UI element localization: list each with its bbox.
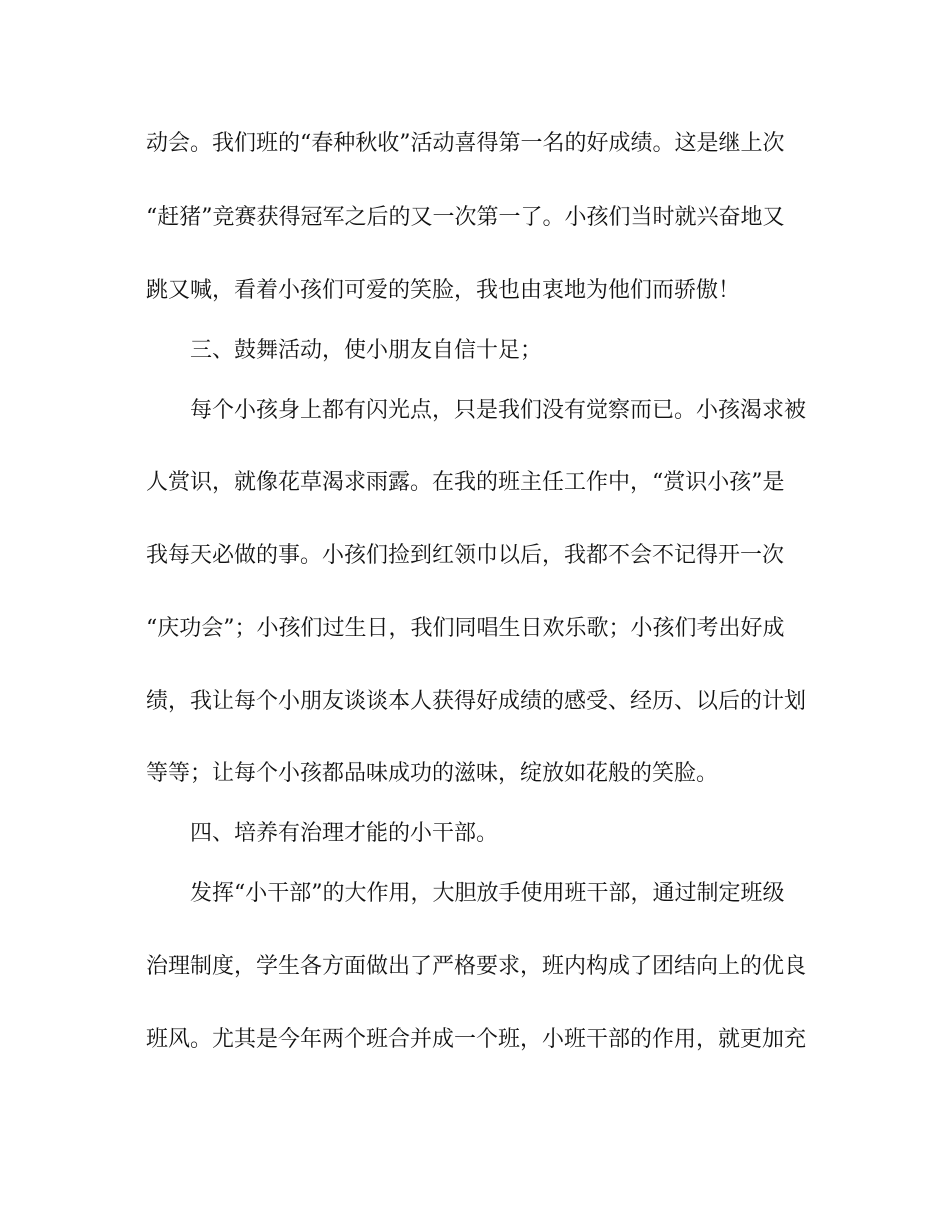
text-line: 每个小孩身上都有闪光点，只是我们没有觉察而已。小孩渴求被 (190, 398, 806, 423)
text-line: 绩，我让每个小朋友谈谈本人获得好成绩的感受、经历、以后的计划 (146, 689, 806, 714)
text-line: 人赏识，就像花草渴求雨露。在我的班主任工作中，“赏识小孩”是 (146, 470, 785, 495)
text-line: 等等；让每个小孩都品味成功的滋味，绽放如花般的笑脸。 (146, 761, 719, 786)
text-line: “赶猪”竞赛获得冠军之后的又一次第一了。小孩们当时就兴奋地又 (146, 205, 785, 230)
text-line: 治理制度，学生各方面做出了严格要求，班内构成了团结向上的优良 (146, 954, 806, 979)
text-line: 班风。尤其是今年两个班合并成一个班，小班干部的作用，就更加充 (146, 1027, 806, 1052)
text-line: 发挥“小干部”的大作用，大胆放手使用班干部，通过制定班级 (190, 881, 785, 906)
section-heading: 四、培养有治理才能的小干部。 (190, 821, 499, 846)
text-line: 动会。我们班的“春种秋收”活动喜得第一名的好成绩。这是继上次 (146, 131, 785, 156)
text-line: 跳又喊，看着小孩们可爱的笑脸，我也由衷地为他们而骄傲！ (146, 278, 741, 303)
text-line: “庆功会”；小孩们过生日，我们同唱生日欢乐歌；小孩们考出好成 (146, 616, 785, 641)
text-line: 我每天必做的事。小孩们捡到红领巾以后，我都不会不记得开一次 (146, 543, 785, 568)
section-heading: 三、鼓舞活动，使小朋友自信十足； (190, 338, 543, 363)
